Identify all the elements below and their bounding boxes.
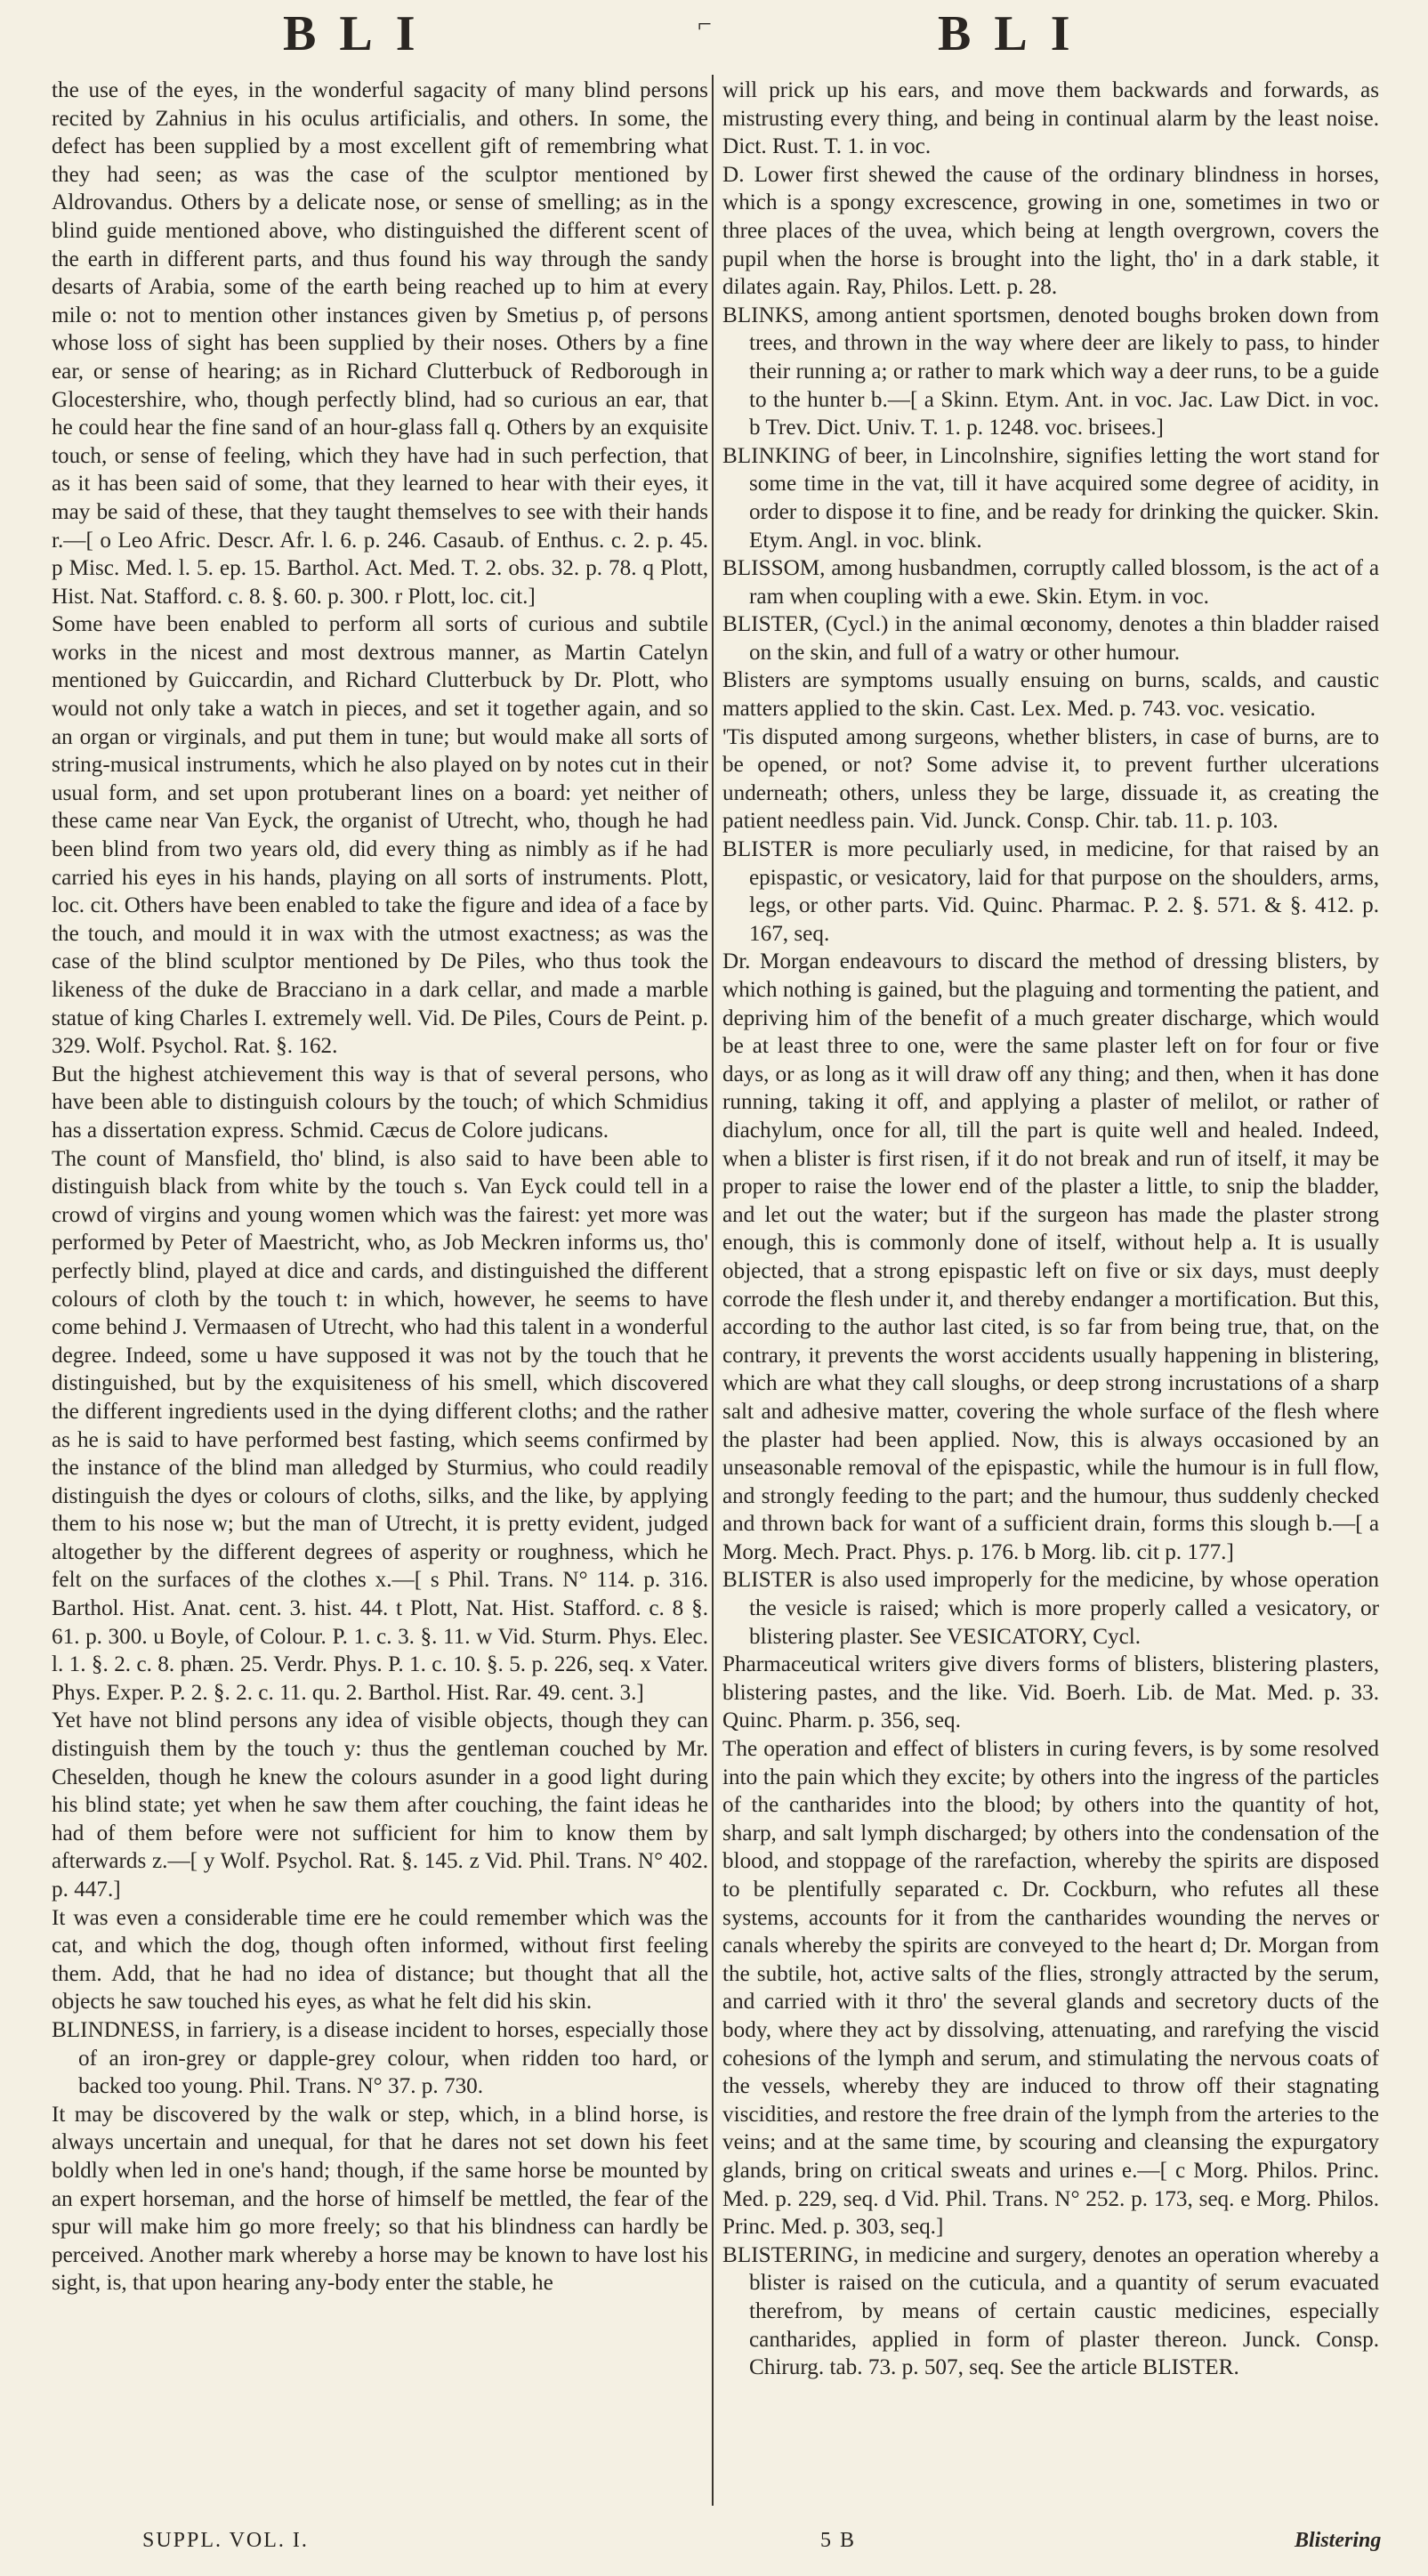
paragraph: The count of Mansfield, tho' blind, is also said to have been able to distinguish black from white by the touch s. Van Eyck could tell in a crowd of virgins and young women which was the fairest: yet more was performed by Peter of Maestricht, who, as Job Meckren informs us, tho' perfectly blind, played at dice and cards, and distinguished the different colours of cloth by the touch t: in which, however, he seems to have come behind J. Vermaasen of Utrecht, who had this talent in a wonderful degree. Indeed, some u have supposed it was not by the touch that he distinguished, but by the exquisiteness of his smell, which discovered the different ingredients used in the dying different cloths; and the rather as he is said to have performed best fasting, which seems confirmed by the instance of the blind man alledged by Sturmius, who could readily distinguish the dyes or colours of cloths, silks, and the like, by applying them to his nose w; but the man of Utrecht, it is pretty evident, judged altogether by the different degrees of asperity or roughness, which he felt on the surfaces of the clothes x.—[ s Phil. Trans. N° 114. p. 316. Barthol. Hist. Anat. cent. 3. hist. 44. t Plott, Nat. Hist. Stafford. c. 8 §. 61. p. 300. u Boyle, of Colour. P. 1. c. 3. §. 11. w Vid. Sturm. Phys. Elec. l. 1. §. 2. c. 8. phæn. 25. Verdr. Phys. P. 1. c. 10. §. 5. p. 226, seq. x Vater. Phys. Exper. P. 2. §. 2. c. 11. qu. 2. Barthol. Hist. Rar. 49. cent. 3.] [52, 1146, 708, 1705]
paragraph: will prick up his ears, and move them backwards and forwards, as mistrusting every thing, and being in continual alarm by the least noise. Dict. Rust. T. 1. in voc. [722, 78, 1379, 159]
right-column [722, 77, 1379, 2497]
paragraph: It was even a considerable time ere he could remember which was the cat, and which the dog, though often informed, without first feeling them. Add, that he had no idea of distance; but thought that all the objects he saw touched his eyes, as what he felt did his skin. [52, 1905, 708, 2015]
column-rule [712, 75, 714, 2506]
running-head-right: BLI [938, 6, 1093, 61]
entry-blissom: BLISSOM, among husbandmen, corruptly called blossom, is the act of a ram when coupling with a ewe. Skin. Etym. in voc. [722, 556, 1379, 609]
entry-blister: BLISTER, (Cycl.) in the animal œconomy, denotes a thin bladder raised on the skin, and full of a watry or other humour. [722, 612, 1379, 665]
entry-blindness: BLINDNESS, in farriery, is a disease incident to horses, especially those of an iron-grey or dapple-grey colour, when ridden too hard, or backed too young. Phil. Trans. N° 37. p. 730. [52, 2017, 708, 2099]
printer-mark: ⌐ [698, 11, 712, 38]
entry-blister-improper: BLISTER is also used improperly for the medicine, by whose operation the vesicle is raised; which is more properly called a vesicatory, or blistering plaster. See VESICATORY, Cycl. [722, 1568, 1379, 1649]
paragraph: Pharmaceutical writers give divers forms of blisters, blistering plasters, blistering pastes, and the like. Vid. Boerh. Lib. de Mat. Med. p. 33. Quinc. Pharm. p. 356, seq. [722, 1652, 1379, 1733]
paragraph: Blisters are symptoms usually ensuing on burns, scalds, and caustic matters applied to the skin. Cast. Lex. Med. p. 743. voc. vesicatio. [722, 668, 1379, 722]
paragraph: D. Lower first shewed the cause of the ordinary blindness in horses, which is a spongy excrescence, growing in one, sometimes in two or three places of the uvea, which being at length overgrown, covers the pupil when the horse is brought into the light, tho' in a dark stable, it dilates again. Ray, Philos. Lett. p. 28. [722, 162, 1379, 300]
entry-blister-medicine: BLISTER is more peculiarly used, in medicine, for that raised by an epispastic, or vesicatory, laid for that purpose on the shoulders, arms, legs, or other parts. Vid. Quinc. Pharmac. P. 2. §. 571. & §. 412. p. 167, seq. [722, 837, 1379, 946]
paragraph: Dr. Morgan endeavours to discard the method of dressing blisters, by which nothing is gained, but the plaguing and tormenting the patient, and depriving him of the benefit of a much greater discharge, which would be at least three to one, were the same plaster left on for four or five days, or as long as it will draw off any thing; and then, when it has done running, taking it off, and applying a plaster of melilot, or rather of diachylum, once for all, till the part is quite well and healed. Indeed, when a blister is first risen, if it do not break and run of itself, it may be proper to raise the lower end of the plaster a little, to snip the bladder, and let out the water; but if the surgeon has made the plaster strong enough, this is commonly done of itself, without help a. It is usually objected, that a strong epispastic left on five or six days, must deeply corrode the flesh under it, and thereby endanger a mortification. But this, according to the author last cited, is so far from being true, that, on the contrary, it prevents the worst accidents usually happening in blistering, which are what they call sloughs, or deep strong incrustations of a sharp salt and adhesive matter, covering the whole surface of the flesh where the plaster had been applied. Now, this is always occasioned by an unseasonable removal of the epispastic, while the humour is in full flow, and strongly feeding to the part; and the humour, thus suddenly checked and thrown back for want of a sufficient drain, forms this slough b.—[ a Morg. Mech. Pract. Phys. p. 176. b Morg. lib. cit p. 177.] [722, 949, 1379, 1564]
paragraph: The operation and effect of blisters in curing fevers, is by some resolved into the pain which they excite; by others into the ingress of the particles of the cantharides into the blood; by others into the quantity of hot, sharp, and salt lymph discharged; by others into the condensation of the blood, and stoppage of the rarefaction, whereby the spirits are disposed to be plentifully separated c. Dr. Cockburn, who refutes all these systems, accounts for it from the cantharides wounding the nerves or canals whereby the spirits are conveyed to the heart d; Dr. Morgan from the subtile, hot, active salts of the flies, strongly attracted by the serum, and carried with it thro' the several glands and secretory ducts of the body, where they act by dissolving, attenuating, and rarefying the viscid cohesions of the lymph and serum, and stimulating the nervous coats of the vessels, whereby they are induced to throw off their stagnating viscidities, and restore the free drain of the lymph from the arteries to the veins; and at the same time, by scouring and cleansing the expurgatory glands, bring on critical sweats and urines e.—[ c Morg. Philos. Princ. Med. p. 229, seq. d Vid. Phil. Trans. N° 252. p. 173, seq. e Morg. Philos. Princ. Med. p. 303, seq.] [722, 1737, 1379, 2240]
gathering-signature: 5 B [820, 2529, 857, 2552]
paragraph: But the highest atchievement this way is that of several persons, who have been able to distinguish colours by the touch; of which Schmidius has a dissertation express. Schmid. Cæcus de Colore judicans. [52, 1062, 708, 1143]
running-head-left: BLI [283, 6, 439, 61]
entry-blinking: BLINKING of beer, in Lincolnshire, signifies letting the wort stand for some time in the vat, till it have acquired some degree of acidity, in order to dispose it to fine, and be ready for drinking the quicker. Skin. Etym. Angl. in voc. blink. [722, 443, 1379, 553]
left-column [52, 77, 708, 2497]
catchword: Blistering [1295, 2529, 1382, 2552]
paragraph: the use of the eyes, in the wonderful sagacity of many blind persons recited by Zahnius in his oculus artificialis, and others. In some, the defect has been supplied by a most excellent gift of remembring what they had seen; as was the case of the sculptor mentioned by Aldrovandus. Others by a delicate nose, or sense of smelling; as in the blind guide mentioned above, who distinguished the different scent of the earth in different parts, and thus found his way through the sandy desarts of Arabia, some of the earth being reached up to him at every mile o: not to mention other instances given by Smetius p, of persons whose loss of sight has been supplied by their noses. Others by a fine ear, or sense of hearing; as in Richard Clutterbuck of Redborough in Glocestershire, who, though perfectly blind, had so curious an ear, that he could hear the fine sand of an hour-glass fall q. Others by an exquisite touch, or sense of feeling, which they have had in such perfection, that as it has been said of some, that they learned to hear with their eyes, it may be said of these, that they taught themselves to see with their hands r.—[ o Leo Afric. Descr. Afr. l. 6. p. 246. Casaub. of Enthus. c. 2. p. 45. p Misc. Med. l. 5. ep. 15. Barthol. Act. Med. T. 2. obs. 32. p. 78. q Plott, Hist. Nat. Stafford. c. 8. §. 60. p. 300. r Plott, loc. cit.] [52, 78, 708, 609]
paragraph: Some have been enabled to perform all sorts of curious and subtile works in the nicest and most dextrous manner, as Martin Catelyn mentioned by Guiccardin, and Richard Clutterbuck by Dr. Plott, who would not only take a watch in pieces, and set it together again, and so an organ or virginals, and put them in tune; but would make all sorts of string-musical instruments, which he also played on by notes cut in their usual form, and set upon protuberant lines on a board: yet neither of these came near Van Eyck, the organist of Utrecht, who, though he had been blind from two years old, did every thing as nimbly as if he had carried his eyes in his hands, playing on all sorts of instruments. Plott, loc. cit. Others have been enabled to take the figure and idea of a face by the touch, and mould it in wax with the utmost exactness; as was the case of the blind sculptor mentioned by De Piles, who thus took the likeness of the duke de Bracciano in a dark cellar, and made a marble statue of king Charles I. extremely well. Vid. De Piles, Cours de Peint. p. 329. Wolf. Psychol. Rat. §. 162. [52, 612, 708, 1059]
paragraph: Yet have not blind persons any idea of visible objects, though they can distinguish them by the touch y: thus the gentleman couched by Mr. Cheselden, though he knew the colours asunder in a good light during his blind state; yet when he saw them after couching, the faint ideas he had of them before were not sufficient for him to know them by afterwards z.—[ y Wolf. Psychol. Rat. §. 145. z Vid. Phil. Trans. N° 402. p. 447.] [52, 1708, 708, 1902]
volume-signature: SUPPL. VOL. I. [142, 2529, 309, 2552]
paragraph: 'Tis disputed among surgeons, whether blisters, in case of burns, are to be opened, or not? Some advise it, to prevent further ulcerations underneath; others, unless they be large, dissuade it, as creating the patient needless pain. Vid. Junck. Consp. Chir. tab. 11. p. 103. [722, 724, 1379, 834]
entry-blinks: BLINKS, among antient sportsmen, denoted boughs broken down from trees, and thrown in the way where deer are likely to pass, to hinder their running a; or rather to mark which way a deer runs, to be a guide to the hunter b.—[ a Skinn. Etym. Ant. in voc. Jac. Law Dict. in voc. b Trev. Dict. Univ. T. 1. p. 1248. voc. brisees.] [722, 303, 1379, 440]
paragraph: It may be discovered by the walk or step, which, in a blind horse, is always uncertain and unequal, for that he dares not set down his feet boldly when led in one's hand; though, if the same horse be mounted by an expert horseman, and the horse of himself be mettled, the fear of the spur will make him go more freely; so that his blindness can hardly be perceived. Another mark whereby a horse may be known to have lost his sight, is, that upon hearing any-body enter the stable, he [52, 2102, 708, 2296]
entry-blistering: BLISTERING, in medicine and surgery, denotes an operation whereby a blister is raised on the cuticula, and a quantity of serum evacuated therefrom, by means of certain caustic medicines, especially cantharides, applied in form of plaster thereon. Junck. Consp. Chirurg. tab. 73. p. 507, seq. See the article BLISTER. [722, 2242, 1379, 2380]
